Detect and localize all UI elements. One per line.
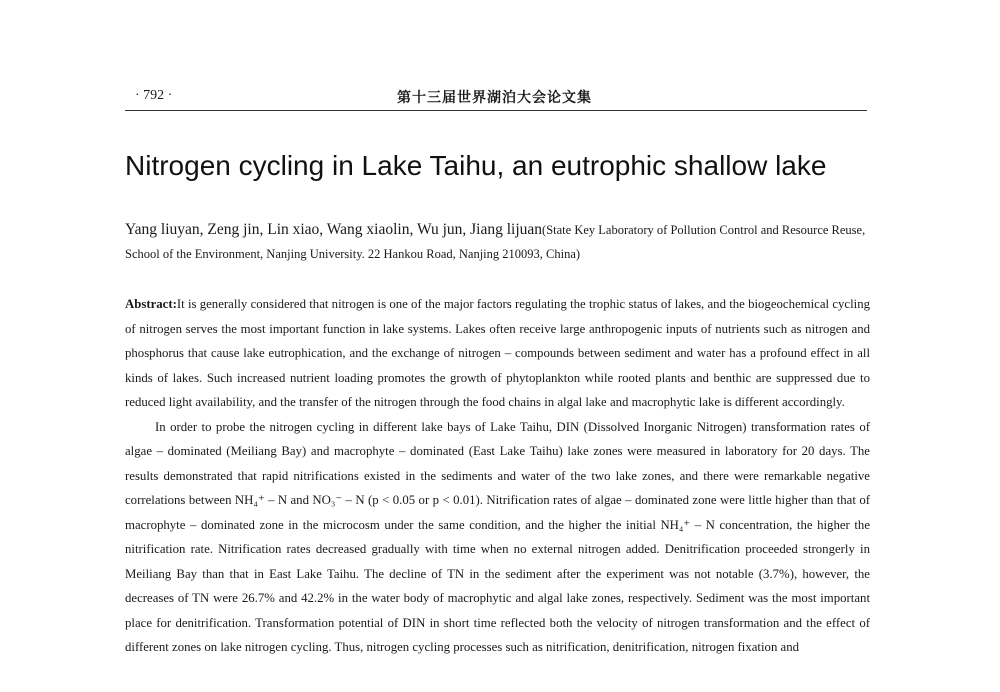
running-title: 第十三届世界湖泊大会论文集 bbox=[397, 91, 592, 106]
authors-block bbox=[125, 218, 870, 266]
page-number: · 792 · bbox=[135, 88, 173, 103]
abstract-label: Abstract: bbox=[125, 297, 177, 311]
author-names: Yang liuyan, Zeng jin, Lin xiao, Wang xiaolin, Wu jun, Jiang lijuan bbox=[125, 221, 543, 238]
header-rule bbox=[125, 110, 867, 111]
author-affiliation: (State Key Laboratory of Pollution Control and Resource Reuse, School of the Environment, Nanjing University. 22 Hankou Road, Nanjing 210093, China) bbox=[125, 223, 866, 261]
abstract-paragraph-2: In order to probe the nitrogen cycling in different lake bays of Lake Taihu, DIN (Dissolved Inorganic Nitrogen) transformation rates of algae – dominated (Meiliang Bay) and macrophyte – dominated (East Lake Taihu) lake zones were measured in laboratory for 20 days. The results demonstrated that rapid nitrifications existed in the sediments and water of the two lake zones, and there were remarkable negative correlations between NH₄⁺ – N and NO₃⁻ – N (p < 0.05 or p < 0.01). Nitrification rates of algae – dominated zone were little higher than that of macrophyte – dominated zone in the microcosm under the same condition, and the higher the initial NH₄⁺ – N concentration, the higher the nitrification rate. Nitrification rates decreased gradually with time when no external nitrogen added. Denitrification proceeded strongerly in Meiliang Bay than that in East Lake Taihu. The decline of TN in the sediment after the experiment was not notable (3.7%), however, the decreases of TN were 26.7% and 42.2% in the water body of macrophytic and algal lake zones, respectively. Sediment was the most important place for denitrification. Transformation potential of DIN in short time reflected both the velocity of nitrogen transformation and the effect of different zones on lake nitrogen cycling. Thus, nitrogen cycling processes such as nitrification, denitrification, nitrogen fixation and bbox=[125, 419, 870, 654]
abstract-body bbox=[125, 292, 870, 660]
abstract-text: It is generally considered that nitrogen is one of the major factors regulating the trophic status of lakes, and the biogeochemical cycling of nitrogen serves the most important function in lake systems. Lakes often receive large anthropogenic inputs of nutrients such as nitrogen and phosphorus that cause lake eutrophication, and the exchange of nitrogen – compounds between sediment and water has a profound effect in all kinds of lakes. Such increased nutrient loading promotes the growth of phytoplankton while rooted plants and benthic are suppressed due to reduced light availability, and the transfer of the nitrogen through the food chains in algal lake and macrophytic lake is different accordingly. bbox=[125, 297, 870, 409]
abstract-paragraph-1 bbox=[125, 292, 870, 415]
paper-title: Nitrogen cycling in Lake Taihu, an eutrophic shallow lake bbox=[125, 150, 827, 181]
page-header bbox=[125, 80, 867, 108]
